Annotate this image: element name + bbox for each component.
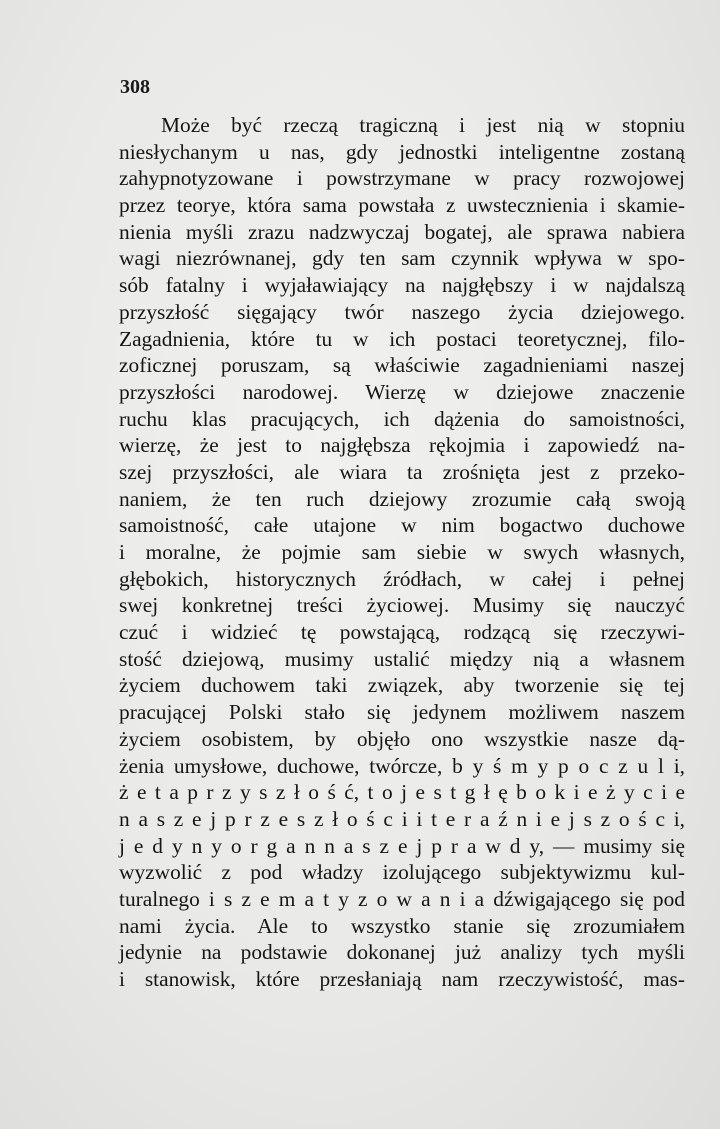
text-line: turalnego i s z e m a t y z o w a n i a dźwigającego się pod: [119, 886, 685, 911]
text-line: przyszłość sięgający twór naszego życia dziejowego.: [119, 299, 685, 324]
text-line: sób fatalny i wyjaławiający na najgłębszy i w najdalszą: [119, 273, 685, 298]
text-line: i stanowisk, które przesłaniają nam rzeczywistość, mas-: [119, 967, 685, 991]
text-line: wierzę, że jest to najgłębsza rękojmia i zapowiedź na-: [119, 433, 685, 458]
text-line: j e d y n y o r g a n n a s z e j p r a w d y, — musimy się: [119, 833, 685, 858]
text-line: zahypnotyzowane i powstrzymane w pracy rozwojowej: [119, 166, 685, 191]
text-line: n a s z e j p r z e s z ł o ś c i i t e r a ź n i e j s z o ś c i,: [119, 806, 685, 831]
text-line: i moralne, że pojmie sam siebie w swych własnych,: [119, 540, 685, 564]
text-line: Zagadnienia, które tu w ich postaci teoretycznej, filo-: [119, 326, 685, 351]
text-line: żenia umysłowe, duchowe, twórcze, b y ś m y p o c z u l i,: [119, 753, 685, 778]
text-line: nienia myśli zrazu nadzwyczaj bogatej, ale sprawa nabiera: [119, 219, 685, 244]
text-line: czuć i widzieć tę powstającą, rodzącą się rzeczywi-: [119, 620, 685, 645]
text-line: przez teorye, która sama powstała z uwstecznienia i skamie-: [119, 193, 685, 218]
text-line: szej przyszłości, ale wiara ta zrośnięta jest z przeko-: [119, 459, 685, 484]
text-line: ż e t a p r z y s z ł o ś ć, t o j e s t g ł ę b o k i e ż y c i e: [119, 780, 685, 805]
text-line: ruchu klas pracujących, ich dążenia do samoistności,: [119, 406, 685, 431]
text-line: pracującej Polski stało się jedynem możliwem naszem: [119, 700, 685, 725]
text-line: niesłychanym u nas, gdy jednostki inteligentne zostaną: [119, 139, 685, 164]
body-text: [119, 112, 685, 993]
page-number: 308: [120, 76, 150, 98]
text-line: samoistność, całe utajone w nim bogactwo duchowe: [119, 513, 685, 538]
text-line: zoficznej poruszam, są właściwie zagadnieniami naszej: [119, 353, 685, 378]
text-line: wagi niezrównanej, gdy ten sam czynnik wpływa w spo-: [119, 246, 685, 271]
text-line: stość dziejową, musimy ustalić między nią a własnem: [119, 646, 685, 671]
text-line: życiem osobistem, by objęło ono wszystkie nasze dą-: [119, 726, 685, 751]
text-line: Może być rzeczą tragiczną i jest nią w stopniu: [161, 113, 685, 137]
text-line: życiem duchowem taki związek, aby tworzenie się tej: [119, 673, 685, 698]
text-line: głębokich, historycznych źródłach, w całej i pełnej: [119, 566, 685, 591]
text-line: nami życia. Ale to wszystko stanie się zrozumiałem: [119, 913, 685, 938]
text-line: naniem, że ten ruch dziejowy zrozumie całą swoją: [119, 486, 685, 511]
text-line: przyszłości narodowej. Wierzę w dziejowe znaczenie: [119, 379, 685, 404]
text-line: jedynie na podstawie dokonanej już analizy tych myśli: [119, 940, 685, 965]
text-line: wyzwolić z pod władzy izolującego subjektywizmu kul-: [119, 860, 685, 885]
text-line: swej konkretnej treści życiowej. Musimy się nauczyć: [119, 593, 685, 618]
